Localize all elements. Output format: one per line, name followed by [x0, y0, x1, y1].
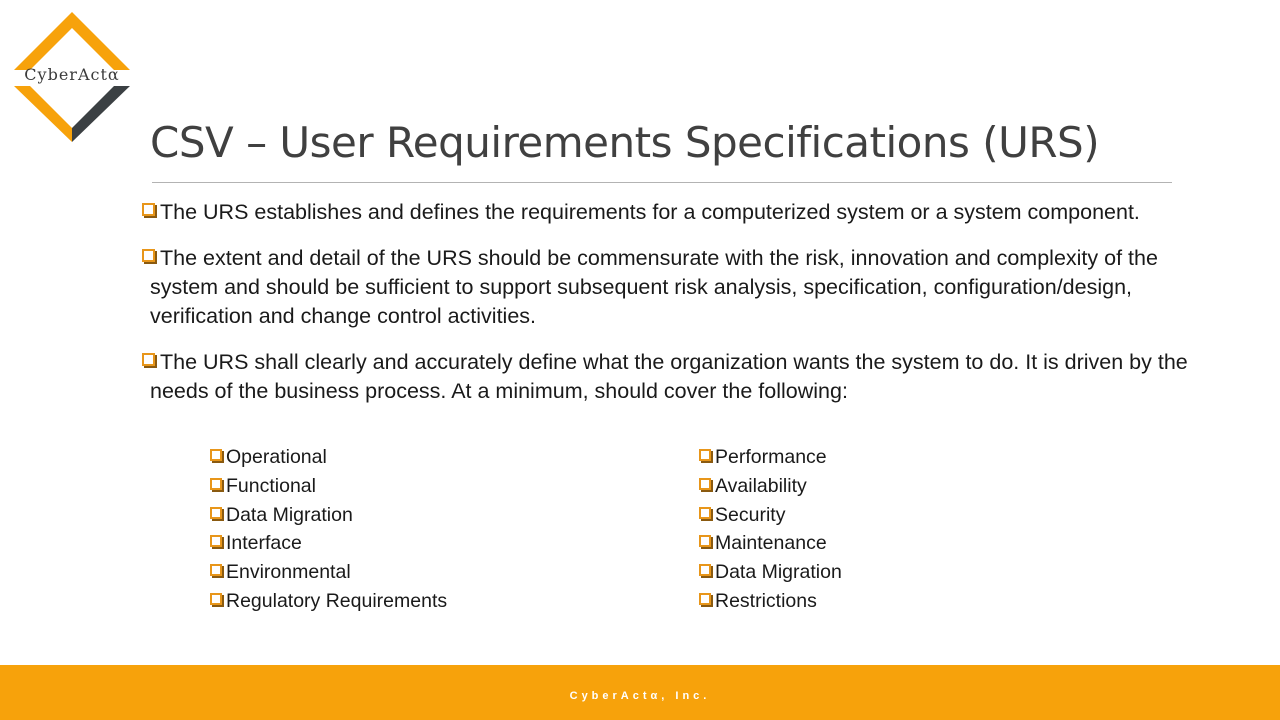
list-item — [699, 558, 842, 587]
paragraph-3 — [140, 348, 1200, 406]
list-item — [699, 472, 842, 501]
hollow-square-bullet-icon — [699, 593, 711, 605]
requirements-list-left — [210, 443, 447, 616]
list-item-label: Data Migration — [226, 503, 353, 526]
hollow-square-bullet-icon — [210, 449, 222, 461]
list-item — [210, 501, 447, 530]
list-item — [699, 443, 842, 472]
list-item-label: Interface — [226, 532, 302, 555]
company-logo — [12, 10, 132, 144]
slide-title: CSV – User Requirements Specifications (URS) — [150, 118, 1100, 167]
hollow-square-bullet-icon — [699, 449, 711, 461]
hollow-square-bullet-icon — [210, 564, 222, 576]
list-item-label: Regulatory Requirements — [226, 589, 448, 612]
footer-text: CyberActα, Inc. — [569, 690, 711, 702]
list-item — [210, 472, 447, 501]
hollow-square-bullet-icon — [142, 353, 155, 366]
list-item — [210, 529, 447, 558]
hollow-square-bullet-icon — [210, 593, 222, 605]
list-item — [210, 587, 447, 616]
hollow-square-bullet-icon — [142, 203, 155, 216]
list-item-label: Functional — [226, 474, 316, 497]
hollow-square-bullet-icon — [699, 478, 711, 490]
hollow-square-bullet-icon — [210, 535, 222, 547]
list-item — [699, 587, 842, 616]
hollow-square-bullet-icon — [699, 535, 711, 547]
paragraph-text: The URS establishes and defines the requirements for a computerized system or a system component. — [160, 200, 1140, 224]
list-item-label: Maintenance — [715, 532, 827, 555]
list-item-label: Restrictions — [715, 589, 817, 612]
footer-bar — [0, 665, 1280, 720]
hollow-square-bullet-icon — [699, 507, 711, 519]
requirements-list-right — [699, 443, 842, 616]
hollow-square-bullet-icon — [142, 249, 155, 262]
list-item — [210, 443, 447, 472]
list-item-label: Data Migration — [715, 561, 842, 584]
list-item — [210, 558, 447, 587]
list-item-label: Operational — [226, 446, 327, 468]
paragraph-text: The URS shall clearly and accurately define what the organization wants the system to do. It is driven by the needs of the business process. At a minimum, should cover the following: — [150, 350, 1188, 403]
paragraph-2 — [140, 244, 1200, 331]
hollow-square-bullet-icon — [210, 478, 222, 490]
list-item-label: Availability — [715, 474, 807, 497]
title-divider — [152, 182, 1172, 183]
paragraph-1 — [140, 198, 1200, 227]
hollow-square-bullet-icon — [210, 507, 222, 519]
list-item — [699, 501, 842, 530]
paragraph-text: The extent and detail of the URS should be commensurate with the risk, innovation and complexity of the system and should be sufficient to support subsequent risk analysis, specification, configuration/design, verification and change control activities. — [150, 246, 1158, 328]
list-item-label: Performance — [715, 446, 827, 468]
logo-text: CyberActα — [24, 65, 120, 84]
list-item-label: Security — [715, 503, 786, 526]
list-item-label: Environmental — [226, 561, 351, 584]
list-item — [699, 529, 842, 558]
slide-body — [140, 198, 1200, 423]
hollow-square-bullet-icon — [699, 564, 711, 576]
